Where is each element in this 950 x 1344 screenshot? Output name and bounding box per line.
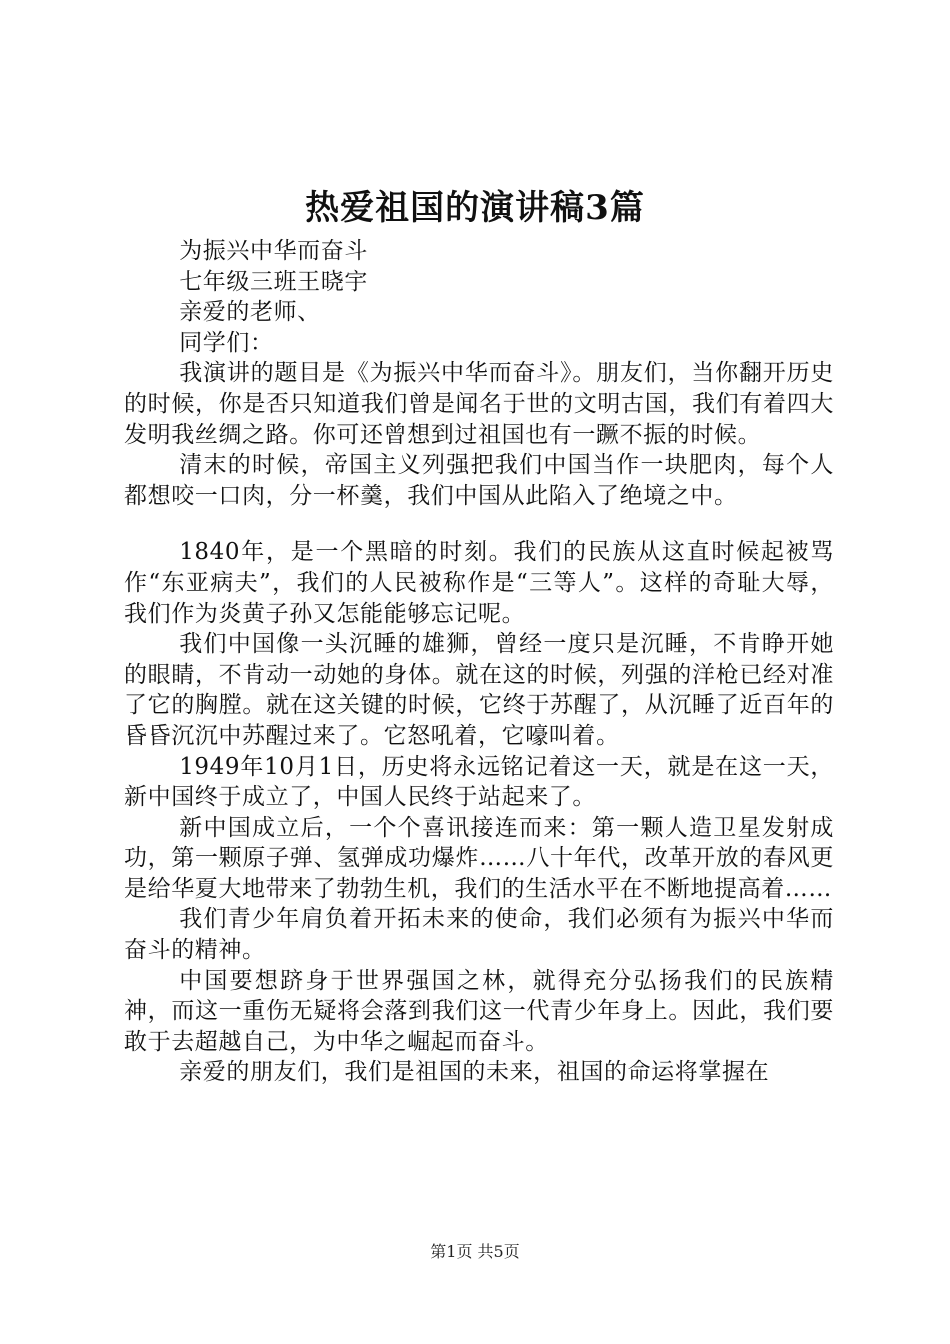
salutation-line-2: 同学们： <box>179 329 274 356</box>
paragraph: 我们中国像一头沉睡的雄狮，曾经一度只是沉睡，不肯睁开她的眼睛，不肯动一动她的身体。就在这的时候，列强的洋枪已经对准了它的胸膛。就在这关键的时候，它终于苏醒了，从沉睡了近百年的昏昏沉沉中苏醒过来了。它怒吼着，它嚎叫着。 <box>124 631 834 749</box>
speech-title: 为振兴中华而奋斗 <box>179 238 368 264</box>
paragraph: 亲爱的朋友们，我们是祖国的未来，祖国的命运将掌握在 <box>179 1059 770 1086</box>
document-body <box>124 236 834 1088</box>
paragraph: 我演讲的题目是《为振兴中华而奋斗》。朋友们，当你翻开历史的时候，你是否只知道我们曾是闻名于世的文明古国，我们有着四大发明我丝绸之路。你可还曾想到过祖国也有一蹶不振的时候。 <box>124 360 834 448</box>
paragraph: 中国要想跻身于世界强国之林，就得充分弘扬我们的民族精神，而这一重伤无疑将会落到我们这一代青少年身上。因此，我们要敢于去超越自己，为中华之崛起而奋斗。 <box>124 967 834 1055</box>
paragraph: 新中国成立后，一个个喜讯接连而来：第一颗人造卫星发射成功，第一颗原子弹、氢弹成功爆炸……八十年代，改革开放的春风更是给华夏大地带来了勃勃生机，我们的生活水平在不断地提高着…… <box>124 814 834 902</box>
salutation-line-1: 亲爱的老师、 <box>179 299 321 326</box>
paragraph: 清末的时候，帝国主义列强把我们中国当作一块肥肉，每个人都想咬一口肉，分一杯羹，我们中国从此陷入了绝境之中。 <box>124 452 834 509</box>
document-title: 热爱祖国的演讲稿3篇 <box>305 188 645 228</box>
paragraph: 1949年10月1日，历史将永远铭记着这一天，就是在这一天，新中国终于成立了，中国人民终于站起来了。 <box>124 753 834 811</box>
page-footer: 第1页 共5页 <box>430 1242 520 1261</box>
author-line: 七年级三班王晓宇 <box>179 268 368 295</box>
paragraph: 我们青少年肩负着开拓未来的使命，我们必须有为振兴中华而奋斗的精神。 <box>124 906 834 964</box>
paragraph: 1840年，是一个黑暗的时刻。我们的民族从这直时候起被骂作“东亚病夫”，我们的人民被称作是“三等人”。这样的奇耻大辱，我们作为炎黄子孙又怎能能够忘记呢。 <box>124 539 834 627</box>
